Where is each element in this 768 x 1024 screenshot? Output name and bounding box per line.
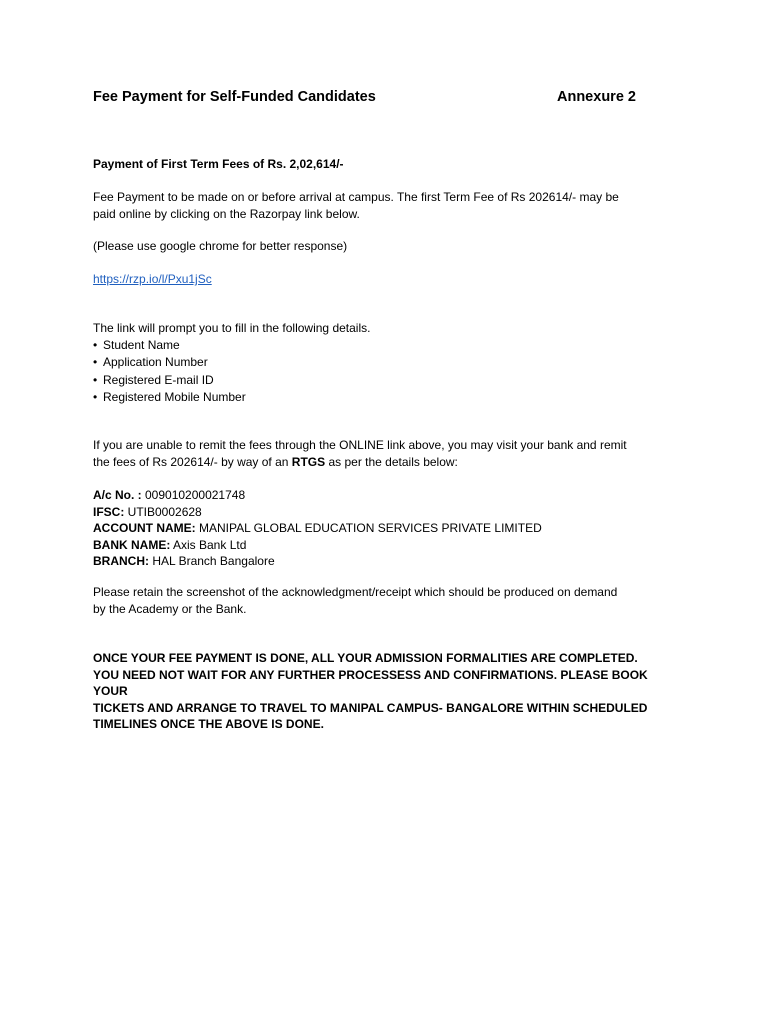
ifsc-label: IFSC: <box>93 504 125 519</box>
list-item-label: Registered Mobile Number <box>103 390 246 404</box>
ifsc-value: UTIB0002628 <box>124 504 202 519</box>
branch-label: BRANCH: <box>93 554 149 568</box>
payment-link-container <box>93 271 683 288</box>
list-item <box>93 354 683 372</box>
bullet-icon: • <box>93 337 98 352</box>
account-name-row <box>93 520 683 537</box>
bank-details <box>93 487 683 570</box>
document-title: Fee Payment for Self-Funded Candidates <box>93 89 376 105</box>
payment-instructions-line-1: Fee Payment to be made on or before arrival at campus. The first Term Fee of Rs 202614/- may be <box>93 190 619 204</box>
annexure-label: Annexure 2 <box>557 89 636 105</box>
offline-line-2-tail: as per the details below: <box>325 454 458 469</box>
bank-name-row <box>93 537 683 554</box>
account-name-label: ACCOUNT NAME: <box>93 521 196 535</box>
required-details-list <box>93 337 683 407</box>
retain-receipt-note <box>93 584 683 617</box>
bullet-icon: • <box>93 390 98 404</box>
admission-notice <box>93 650 683 733</box>
document-page <box>93 0 683 1024</box>
payment-instructions <box>93 189 683 222</box>
list-item <box>93 389 683 407</box>
first-term-heading: Payment of First Term Fees of Rs. 2,02,614/- <box>93 157 344 171</box>
offline-line-1: If you are unable to remit the fees through the ONLINE link above, you may visit your bank and remit <box>93 438 627 452</box>
retain-line-1: Please retain the screenshot of the acknowledgment/receipt which should be produced on demand <box>93 585 618 599</box>
bank-name-label: BANK NAME: <box>93 537 171 552</box>
notice-line-1: ONCE YOUR FEE PAYMENT IS DONE, ALL YOUR ADMISSION FORMALITIES ARE COMPLETED. <box>93 651 638 665</box>
retain-line-2: by the Academy or the Bank. <box>93 601 247 616</box>
list-item-label: Student Name <box>103 337 180 352</box>
account-number-value: 009010200021748 <box>141 488 246 502</box>
rtgs-label: RTGS <box>291 454 326 469</box>
document-header <box>93 89 683 109</box>
list-item <box>93 372 683 390</box>
list-item-label: Application Number <box>103 355 208 369</box>
list-item-label: Registered E-mail ID <box>103 372 214 387</box>
branch-row <box>93 553 683 570</box>
offline-line-2-text: the fees of Rs 202614/- by way of an <box>93 454 292 469</box>
account-number-label: A/c No. : <box>93 488 142 502</box>
payment-instructions-line-2: paid online by clicking on the Razorpay link below. <box>93 206 360 221</box>
offline-line-2 <box>93 454 683 471</box>
browser-note: (Please use google chrome for better response) <box>93 239 348 253</box>
account-name-value: MANIPAL GLOBAL EDUCATION SERVICES PRIVATE LIMITED <box>195 521 542 535</box>
offline-payment-instructions <box>93 437 683 470</box>
bullet-icon: • <box>93 372 98 387</box>
account-number-row <box>93 487 683 504</box>
notice-line-4: TIMELINES ONCE THE ABOVE IS DONE. <box>93 717 324 731</box>
bullet-icon: • <box>93 355 98 369</box>
branch-value: HAL Branch Bangalore <box>149 554 275 568</box>
details-prompt <box>93 320 683 407</box>
list-item <box>93 337 683 355</box>
razorpay-payment-link[interactable]: https://rzp.io/l/Pxu1jSc <box>93 272 212 286</box>
ifsc-row <box>93 504 683 521</box>
bank-name-value: Axis Bank Ltd <box>170 537 247 552</box>
details-prompt-intro: The link will prompt you to fill in the following details. <box>93 321 371 335</box>
notice-line-2: YOU NEED NOT WAIT FOR ANY FURTHER PROCESSESS AND CONFIRMATIONS. PLEASE BOOK YOUR <box>93 667 648 698</box>
notice-line-3: TICKETS AND ARRANGE TO TRAVEL TO MANIPAL CAMPUS- BANGALORE WITHIN SCHEDULED <box>93 700 648 715</box>
